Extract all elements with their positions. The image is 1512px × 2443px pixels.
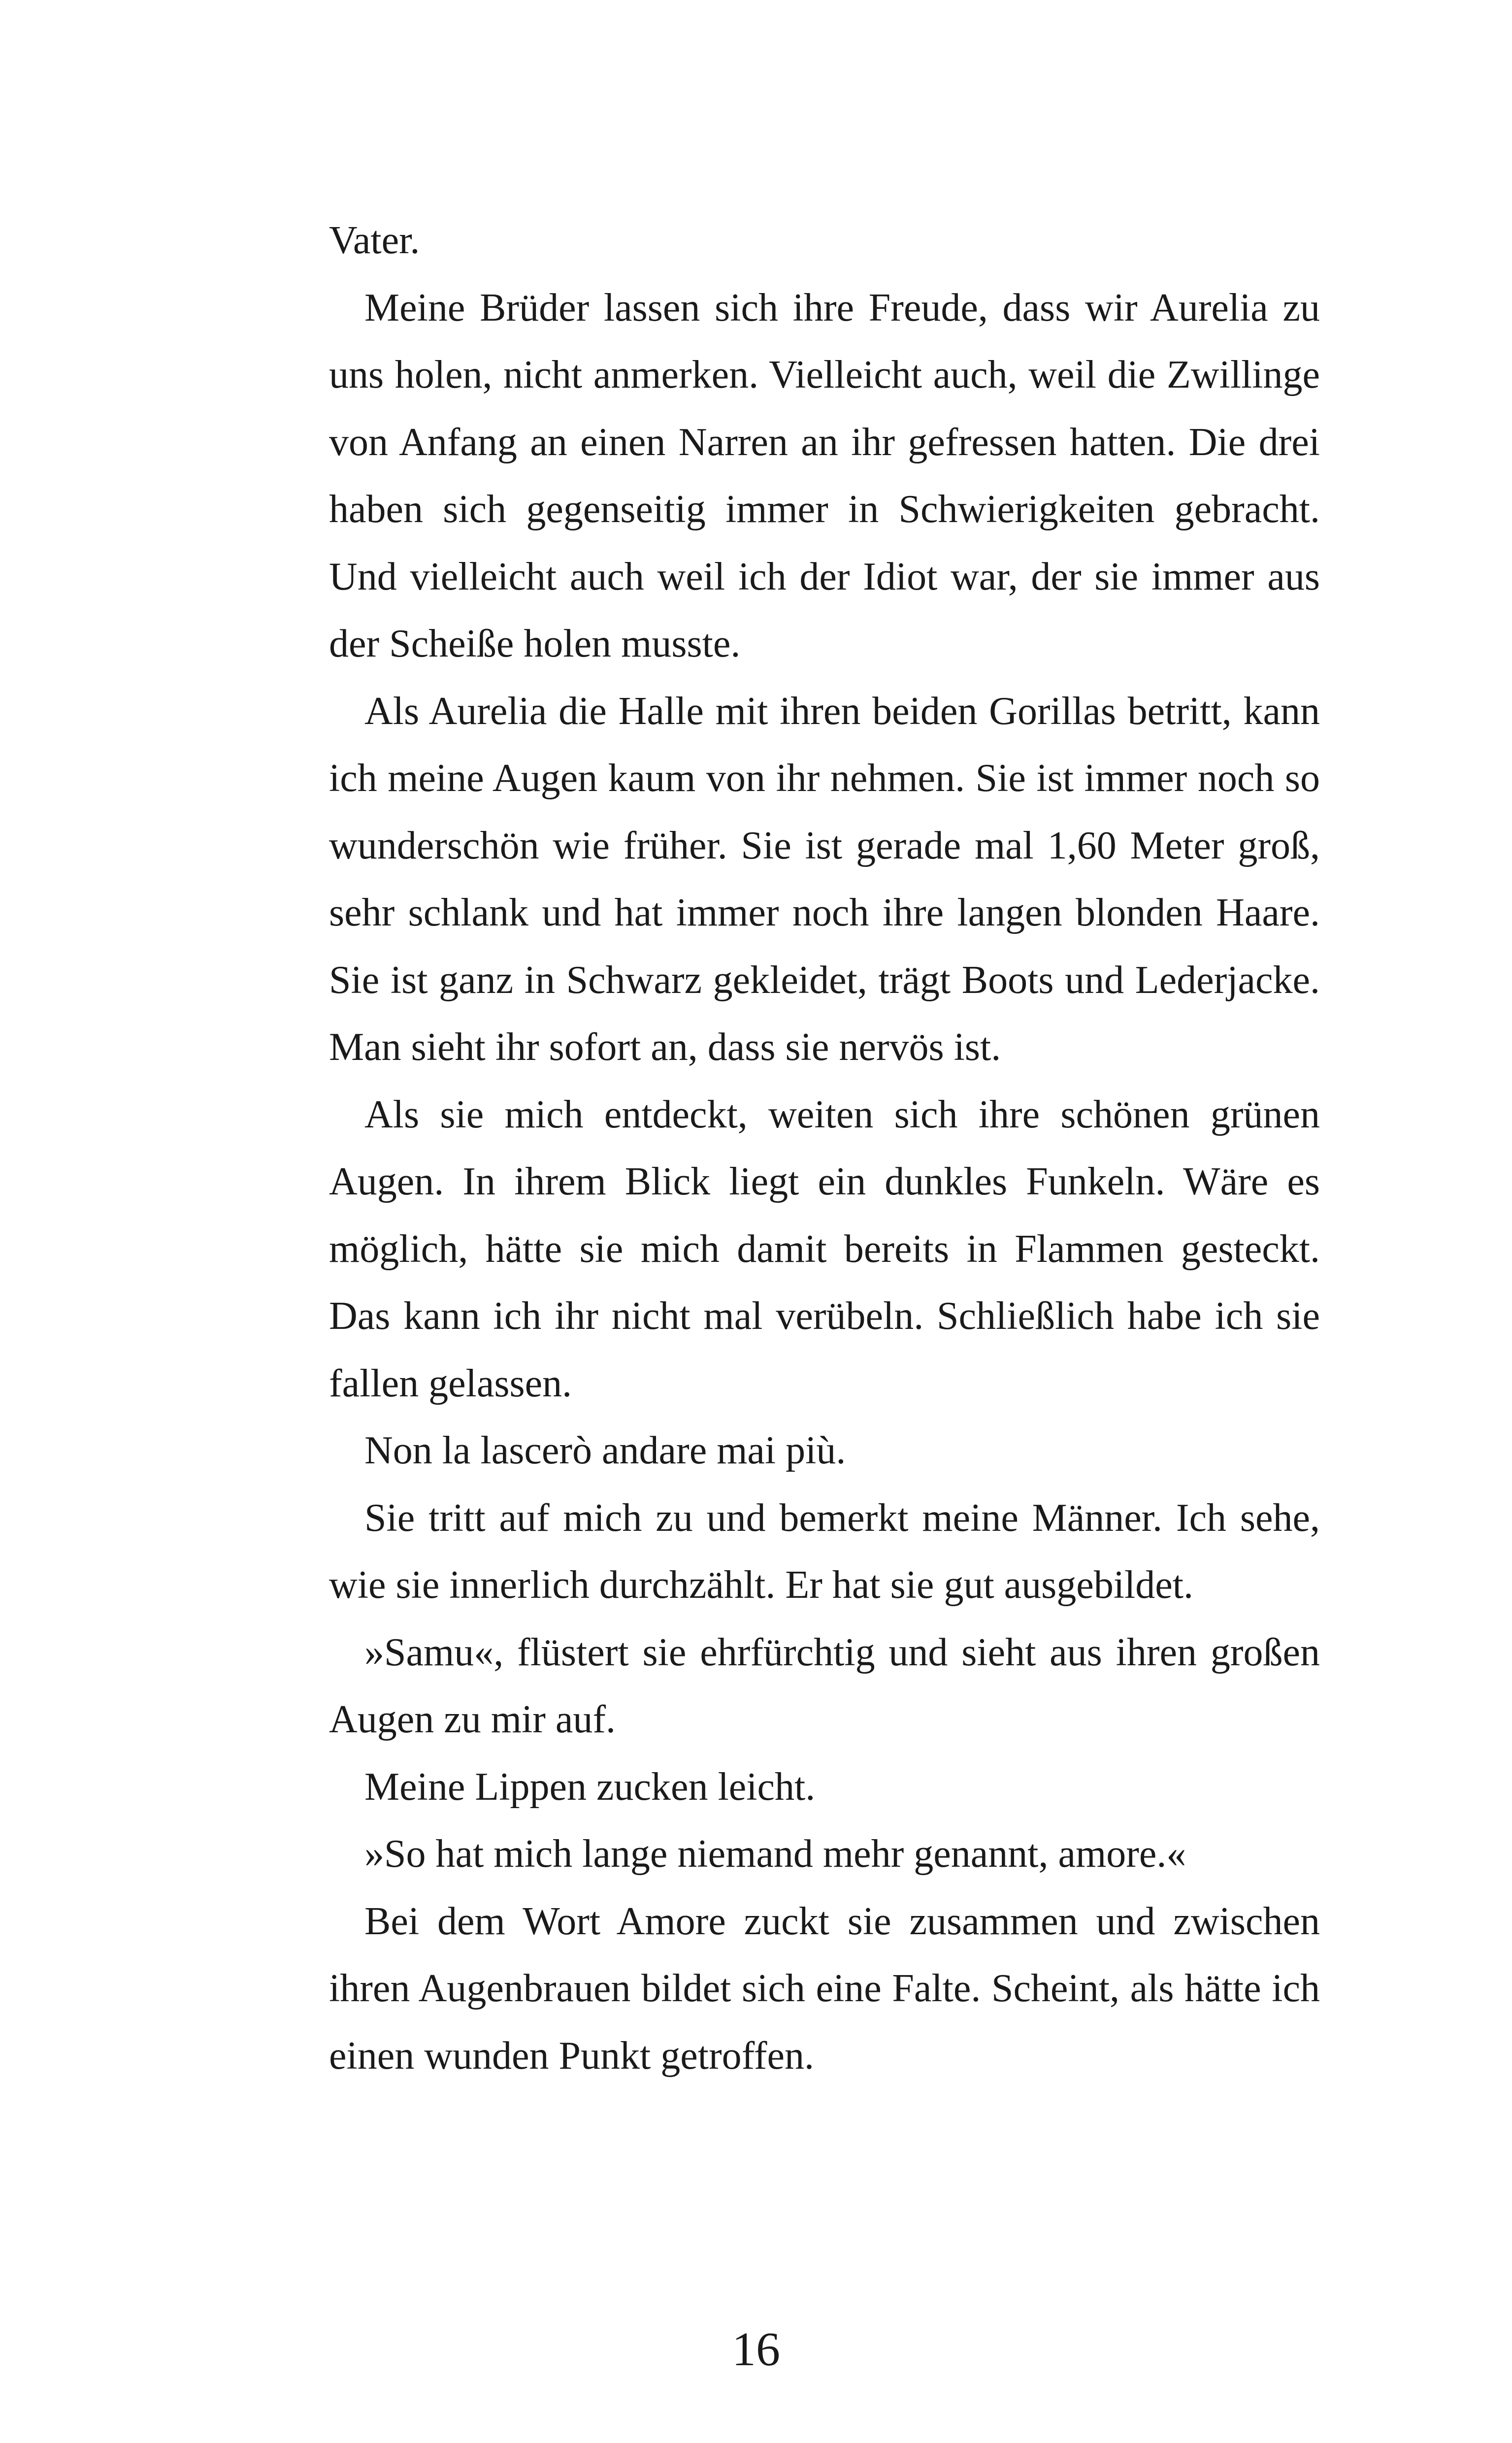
paragraph-9: »So hat mich lange niemand mehr genannt, amore.« bbox=[364, 1832, 1186, 1876]
paragraph-5: Non la lascerò andare mai più. bbox=[364, 1429, 846, 1472]
paragraph-2: Meine Brüder lassen sich ihre Freude, dass wir Aurelia zu uns holen, nicht anmerken. Vielleicht auch, weil die Zwillinge von Anfang an einen Narren an ihr gefressen hatten. Die drei haben sich gegenseitig immer in Schwierigkeiten gebracht. Und vielleicht auch weil ich der Idiot war, der sie immer aus der Scheiße holen musste. bbox=[329, 286, 1320, 665]
paragraph-4: Als sie mich entdeckt, weiten sich ihre schönen grünen Augen. In ihrem Blick liegt ein dunkles Funkeln. Wäre es möglich, hätte sie mich damit bereits in Flammen gesteckt. Das kann ich ihr nicht mal verübeln. Schließlich habe ich sie fallen gelassen. bbox=[329, 1092, 1320, 1405]
paragraph-1: Vater. bbox=[329, 219, 420, 262]
paragraph-10: Bei dem Wort Amore zuckt sie zusammen und zwischen ihren Augenbrauen bildet sich eine Falte. Scheint, als hätte ich einen wunden Punkt getroffen. bbox=[329, 1899, 1320, 2078]
paragraph-6: Sie tritt auf mich zu und bemerkt meine Männer. Ich sehe, wie sie innerlich durchzählt. Er hat sie gut ausgebildet. bbox=[329, 1496, 1320, 1607]
paragraph-3: Als Aurelia die Halle mit ihren beiden Gorillas betritt, kann ich meine Augen kaum von ihr nehmen. Sie ist immer noch so wunderschön wie früher. Sie ist gerade mal 1,60 Meter groß, sehr schlank und hat immer noch ihre langen blonden Haare. Sie ist ganz in Schwarz gekleidet, trägt Boots und Lederjacke. Man sieht ihr sofort an, dass sie nervös ist. bbox=[329, 689, 1320, 1069]
paragraph-8: Meine Lippen zucken leicht. bbox=[364, 1765, 816, 1809]
body-text bbox=[329, 207, 1320, 2089]
page-number: 16 bbox=[732, 2323, 780, 2376]
paragraph-7: »Samu«, flüstert sie ehrfürchtig und sieht aus ihren großen Augen zu mir auf. bbox=[329, 1630, 1320, 1741]
